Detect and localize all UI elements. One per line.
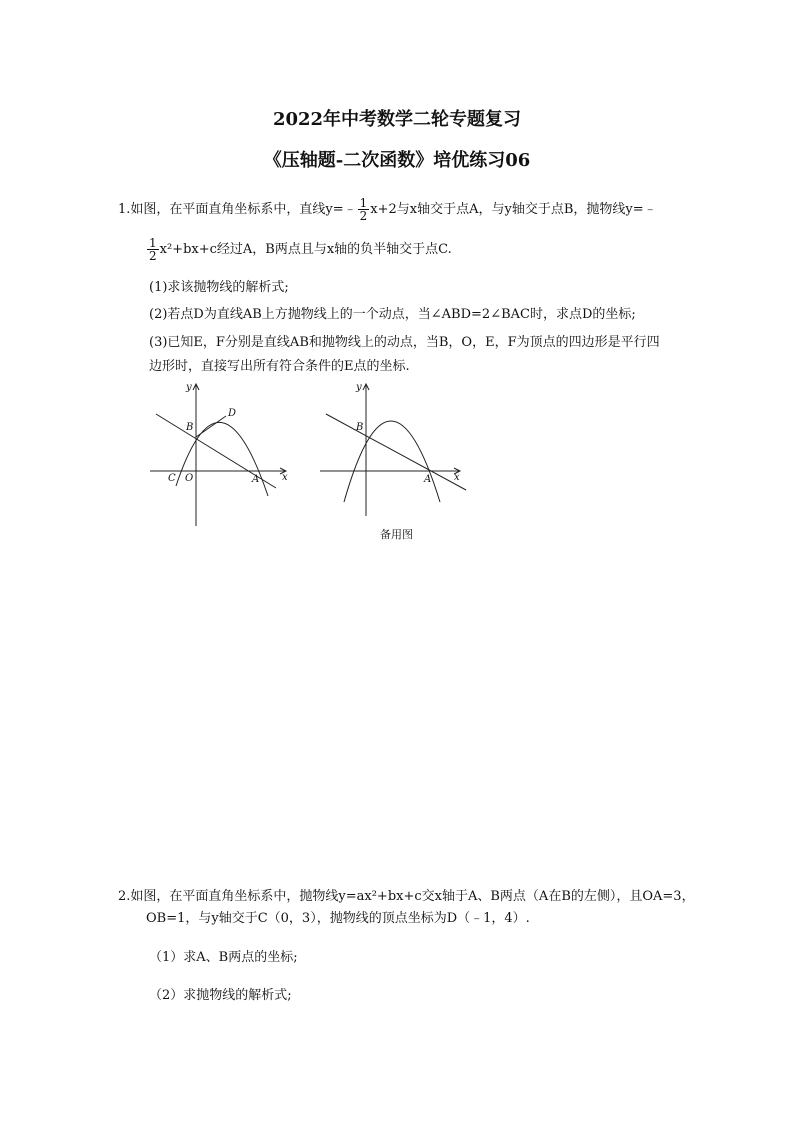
q2-intro-line1: 2.如图，在平面直角坐标系中，抛物线y=ax²+bx+c交x轴于A、B两点（A在B的左侧），且OA=3，	[118, 889, 695, 904]
right-label-y: y	[356, 382, 362, 393]
q1-intro-line1	[118, 197, 657, 222]
q1-figures	[148, 382, 470, 542]
right-label-x: x	[454, 472, 460, 483]
q2-part1: （1）求A、B两点的坐标;	[149, 950, 298, 965]
right-line-ab	[326, 414, 466, 490]
left-label-o: O	[185, 473, 194, 484]
q1-intro-a: 1.如图，在平面直角坐标系中，直线y=﹣	[118, 202, 357, 217]
q2-part2: （2）求抛物线的解析式;	[149, 988, 292, 1003]
q1-part1: (1)求该抛物线的解析式;	[149, 280, 289, 295]
q2-intro-line2: OB=1，与y轴交于C（0，3），抛物线的顶点坐标为D（﹣1，4）.	[146, 911, 530, 926]
q1-fraction-1-denominator: 2	[359, 209, 368, 223]
q1-part3-line2: 边形时，直接写出所有符合条件的E点的坐标.	[149, 359, 410, 374]
left-label-y: y	[186, 382, 192, 393]
q1-fraction-1-numerator: 1	[359, 196, 368, 210]
q1-part3-line1: (3)已知E，F分别是直线AB和抛物线上的动点，当B，O，E，F为顶点的四边形是平行四	[149, 335, 660, 350]
q1-fraction-2	[147, 237, 159, 262]
q1-intro-c: x²+bx+c经过A，B两点且与x轴的负半轴交于点C.	[159, 242, 452, 257]
left-segment-bd	[196, 416, 226, 437]
right-label-a: A	[424, 474, 432, 485]
spare-figure-caption: 备用图	[380, 528, 413, 541]
right-label-b: B	[356, 422, 364, 433]
q1-part2: (2)若点D为直线AB上方抛物线上的一个动点，当∠ABD=2∠BAC时，求点D的坐标;	[149, 307, 636, 322]
left-label-a: A	[252, 474, 260, 485]
q1-intro-b: x+2与x轴交于点A，与y轴交于点B，抛物线y=﹣	[370, 202, 657, 217]
q1-intro-line2	[146, 237, 452, 262]
left-label-b: B	[186, 422, 194, 433]
document-title: 2022年中考数学二轮专题复习	[272, 109, 522, 130]
document-subtitle: 《压轴题-二次函数》培优练习06	[263, 150, 531, 171]
left-label-d: D	[228, 408, 237, 419]
q1-fraction-2-numerator: 1	[149, 236, 157, 250]
q1-fraction-1	[358, 197, 370, 222]
right-parabola	[344, 421, 440, 502]
q1-fraction-2-denominator: 2	[149, 249, 157, 263]
q1-figure-svg	[148, 382, 470, 542]
left-label-c: C	[168, 473, 176, 484]
left-label-x: x	[282, 472, 288, 483]
